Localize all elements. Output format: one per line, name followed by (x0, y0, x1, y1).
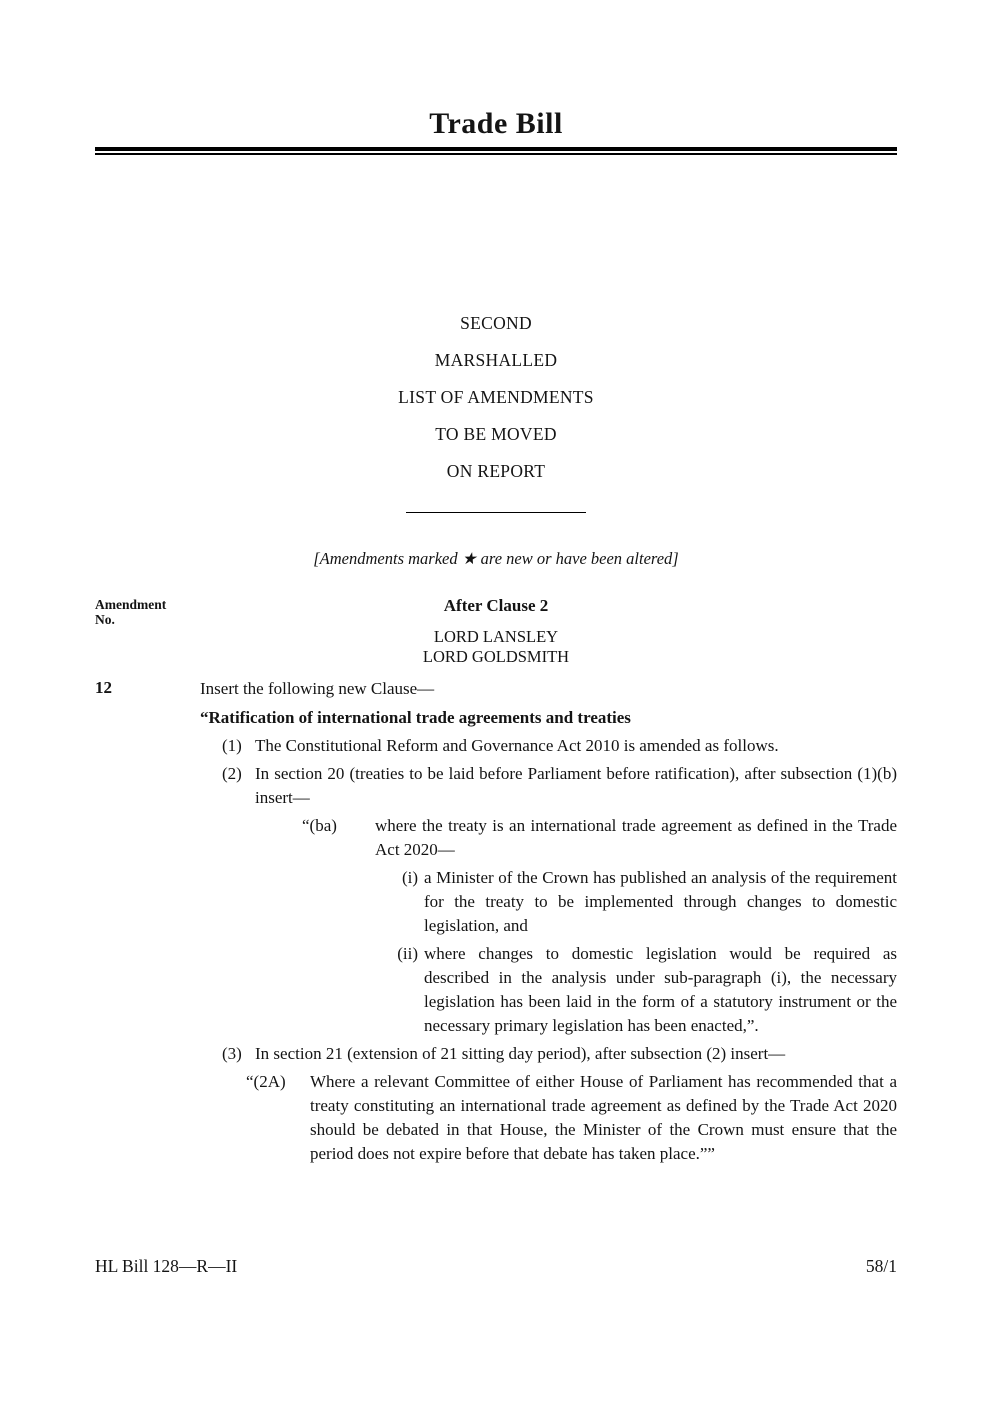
paragraph-text: In section 21 (extension of 21 sitting day period), after subsection (2) insert— (255, 1044, 786, 1063)
subparagraph-ba (200, 814, 897, 862)
paragraph-label: (3) (222, 1044, 242, 1063)
page-code: 58/1 (865, 1256, 897, 1276)
paragraph-label: “(ba) (302, 816, 337, 835)
cover-lines (95, 305, 897, 490)
amendment-intro: Insert the following new Clause— (200, 679, 435, 698)
amendment-no-margin-label-line: Amendment (95, 597, 167, 612)
paragraph-text: Where a relevant Committee of either House of Parliament has recommended that a treaty constituting an international trade agreement as defined by the Trade Act 2020 should be debated in that House, the Minister of the Crown must ensure that the period does not expire before that debate has taken place.”” (310, 1072, 897, 1163)
bill-reference: HL Bill 128—R—II (95, 1256, 238, 1276)
paragraph-2 (200, 762, 897, 810)
page-footer (95, 1256, 897, 1277)
amendment-no-margin-label (95, 597, 166, 627)
paragraph-1 (200, 734, 897, 758)
section-header (95, 595, 897, 667)
paragraph-text: In section 20 (treaties to be laid before Parliament before ratification), after subsection (1)(b) insert— (255, 764, 897, 807)
paragraph-label: (1) (222, 736, 242, 755)
page-title: Trade Bill (429, 107, 563, 140)
document-page (95, 0, 897, 1401)
amendment-no-margin-label-line: No. (95, 612, 115, 627)
amendments-marked-notice: [Amendments marked ★ are new or have been altered] (313, 549, 679, 568)
paragraph-3 (200, 1042, 897, 1066)
sponsor-list (95, 627, 897, 667)
section-heading: After Clause 2 (443, 596, 549, 615)
title-rule (95, 147, 897, 155)
paragraph-label: (ii) (397, 944, 418, 963)
subparagraph-2a (200, 1070, 897, 1166)
amendment-number: 12 (95, 678, 112, 697)
amendment-body (200, 677, 897, 1166)
cover-line: SECOND (460, 313, 532, 333)
paragraph-label: (2) (222, 764, 242, 783)
cover-line: TO BE MOVED (435, 424, 557, 444)
paragraph-label: (i) (401, 868, 418, 887)
clause-title: “Ratification of international trade agreements and treaties (200, 708, 631, 727)
paragraph-text: where changes to domestic legislation would be required as described in the analysis under sub-paragraph (i), the necessary legislation has been laid in the form of a statutory instrument or the necessary primary legislation has been enacted,”. (424, 944, 897, 1035)
sponsor-name: LORD GOLDSMITH (422, 647, 570, 666)
subparagraph-i (200, 866, 897, 938)
cover-line: LIST OF AMENDMENTS (398, 387, 594, 407)
amendment-block (95, 677, 897, 1166)
cover-line: MARSHALLED (434, 350, 558, 370)
paragraph-text: a Minister of the Crown has published an analysis of the requirement for the treaty to be implemented through changes to domestic legislation, and (424, 868, 897, 935)
cover-line: ON REPORT (446, 461, 546, 481)
subparagraph-ii (200, 942, 897, 1038)
divider-rule (406, 512, 586, 513)
paragraph-text: where the treaty is an international trade agreement as defined in the Trade Act 2020— (375, 816, 897, 859)
paragraph-text: The Constitutional Reform and Governance Act 2010 is amended as follows. (255, 736, 779, 755)
paragraph-label: “(2A) (246, 1072, 286, 1091)
sponsor-name: LORD LANSLEY (433, 627, 559, 646)
